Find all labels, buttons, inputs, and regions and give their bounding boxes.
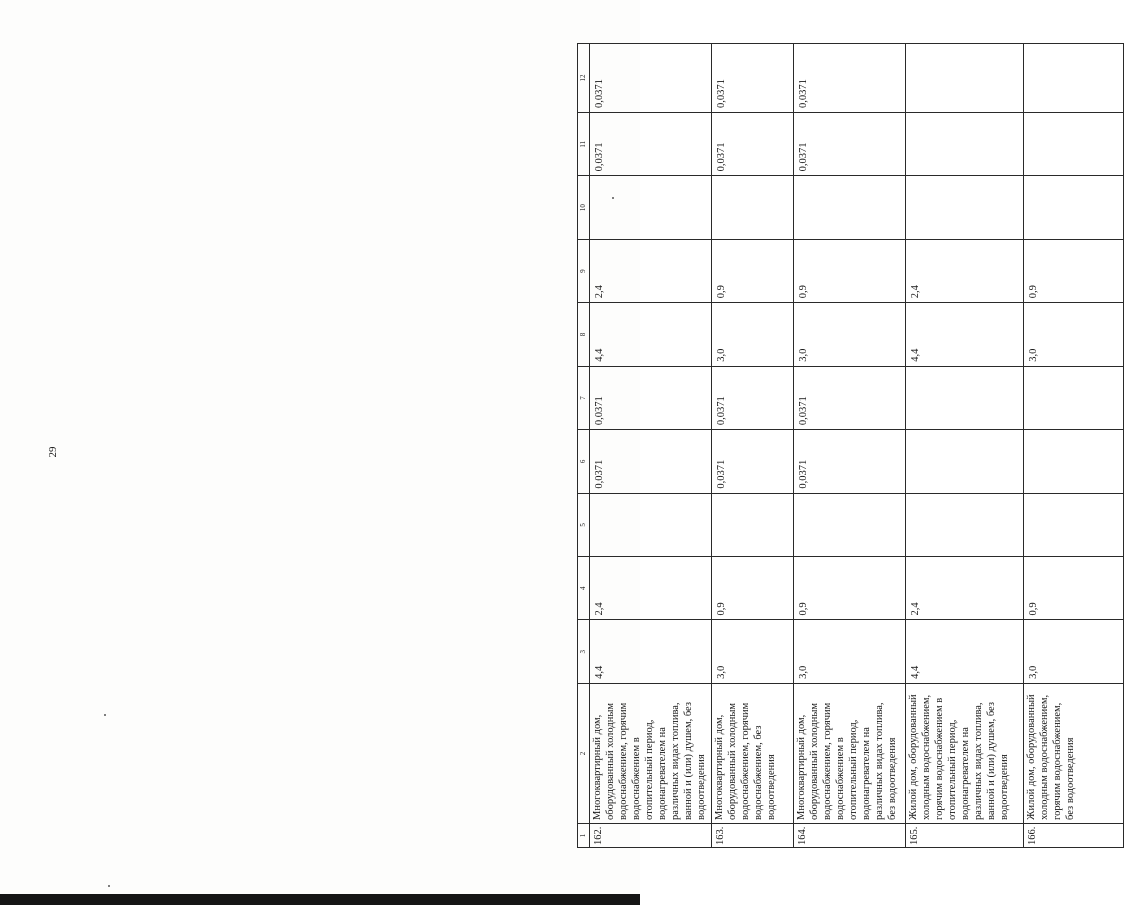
row-description: Многоквартирный дом, оборудованный холодным водоснабжением, горячим водоснабжением, без водоотведения — [712, 683, 794, 823]
cell-value — [1024, 176, 1124, 239]
col-header: 7 — [578, 366, 590, 429]
cell-value — [906, 112, 1024, 175]
cell-value — [1024, 366, 1124, 429]
scan-edge-bar — [0, 894, 640, 905]
col-header: 5 — [578, 493, 590, 556]
scan-speck — [108, 885, 110, 887]
cell-value: 0,0371 — [712, 430, 794, 493]
scan-speck — [612, 197, 614, 199]
cell-value: 4,4 — [590, 303, 712, 366]
cell-value: 3,0 — [794, 303, 906, 366]
cell-value: 0,0371 — [794, 112, 906, 175]
cell-value: 0,0371 — [590, 430, 712, 493]
row-number: 162. — [590, 823, 712, 847]
cell-value — [712, 493, 794, 556]
cell-value: 0,0371 — [712, 112, 794, 175]
cell-value: 4,4 — [590, 620, 712, 683]
cell-value: 2,4 — [906, 239, 1024, 302]
cell-value — [1024, 430, 1124, 493]
cell-value: 0,0371 — [712, 44, 794, 113]
cell-value — [906, 44, 1024, 113]
cell-value — [906, 493, 1024, 556]
header-row — [578, 44, 590, 848]
page-number: 29 — [47, 446, 59, 458]
cell-value: 3,0 — [712, 303, 794, 366]
cell-value — [794, 493, 906, 556]
cell-value — [1024, 112, 1124, 175]
table-row — [590, 44, 712, 848]
row-description: Многоквартирный дом, оборудованный холодным водоснабжением, горячим водоснабжением в отопительный период, водонагревателем на различных видах топлива, без водоотведения — [794, 683, 906, 823]
row-number: 165. — [906, 823, 1024, 847]
col-header: 1 — [578, 823, 590, 847]
cell-value — [794, 176, 906, 239]
col-header: 2 — [578, 683, 590, 823]
row-number: 164. — [794, 823, 906, 847]
col-header: 4 — [578, 557, 590, 620]
cell-value: 3,0 — [1024, 303, 1124, 366]
cell-value — [906, 366, 1024, 429]
cell-value: 0,9 — [712, 239, 794, 302]
col-header: 11 — [578, 112, 590, 175]
rotated-table-container — [577, 43, 1107, 848]
cell-value: 0,0371 — [590, 44, 712, 113]
cell-value: 2,4 — [590, 239, 712, 302]
cell-value: 0,9 — [1024, 557, 1124, 620]
row-description: Жилой дом, оборудованный холодным водоснабжением, горячим водоснабжением, без водоотведения — [1024, 683, 1124, 823]
cell-value: 0,0371 — [794, 366, 906, 429]
col-header: 10 — [578, 176, 590, 239]
cell-value: 4,4 — [906, 303, 1024, 366]
table-row — [906, 44, 1024, 848]
cell-value: 0,9 — [794, 239, 906, 302]
cell-value: 0,0371 — [712, 366, 794, 429]
table-row — [1024, 44, 1124, 848]
cell-value: 2,4 — [906, 557, 1024, 620]
cell-value: 0,0371 — [794, 44, 906, 113]
cell-value: 0,0371 — [794, 430, 906, 493]
cell-value: 4,4 — [906, 620, 1024, 683]
cell-value — [1024, 44, 1124, 113]
col-header: 6 — [578, 430, 590, 493]
cell-value: 0,9 — [712, 557, 794, 620]
cell-value: 0,0371 — [590, 366, 712, 429]
scan-speck — [104, 714, 106, 716]
cell-value — [590, 176, 712, 239]
cell-value — [906, 430, 1024, 493]
cell-value: 0,0371 — [590, 112, 712, 175]
cell-value — [1024, 493, 1124, 556]
cell-value: 3,0 — [1024, 620, 1124, 683]
cell-value: 2,4 — [590, 557, 712, 620]
cell-value: 0,9 — [1024, 239, 1124, 302]
row-description: Жилой дом, оборудованный холодным водоснабжением, горячим водоснабжением в отопительный период, водонагревателем на различных видах топлива, ванной и (или) душем, без водоотведения — [906, 683, 1024, 823]
norms-table — [577, 43, 1124, 848]
cell-value — [712, 176, 794, 239]
cell-value — [590, 493, 712, 556]
table-row — [794, 44, 906, 848]
col-header: 3 — [578, 620, 590, 683]
col-header: 9 — [578, 239, 590, 302]
row-number: 163. — [712, 823, 794, 847]
cell-value: 3,0 — [794, 620, 906, 683]
row-number: 166. — [1024, 823, 1124, 847]
col-header: 12 — [578, 44, 590, 113]
cell-value: 3,0 — [712, 620, 794, 683]
table-row — [712, 44, 794, 848]
col-header: 8 — [578, 303, 590, 366]
cell-value — [906, 176, 1024, 239]
cell-value: 0,9 — [794, 557, 906, 620]
row-description: Многоквартирный дом, оборудованный холодным водоснабжением, горячим водоснабжением в отопительный период, водонагревателем на различных видах топлива, ванной и (или) душем, без водоотведения — [590, 683, 712, 823]
